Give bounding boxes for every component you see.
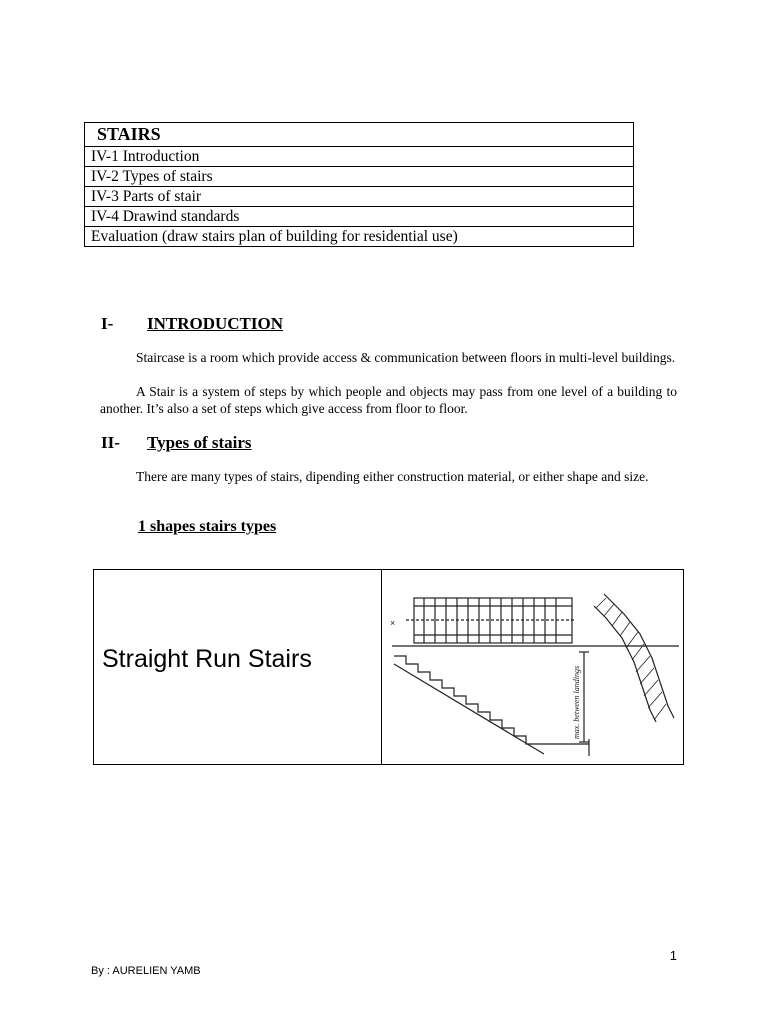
contents-table <box>84 122 634 247</box>
figure-label: Straight Run Stairs <box>102 645 312 673</box>
section-title: Types of stairs <box>147 433 252 452</box>
table-divider <box>381 570 382 764</box>
stair-figure-table <box>93 569 684 765</box>
toc-item: IV-1 Introduction <box>85 147 634 167</box>
toc-item: IV-4 Drawind standards <box>85 207 634 227</box>
toc-heading: STAIRS <box>85 123 634 147</box>
svg-text:×: × <box>390 618 396 628</box>
toc-item: Evaluation (draw stairs plan of building for residential use) <box>85 227 634 247</box>
intro-paragraph-1: Staircase is a room which provide access & communication between floors in multi-level buildings. <box>136 350 676 365</box>
section-number: I- <box>101 314 114 333</box>
toc-item: IV-2 Types of stairs <box>85 167 634 187</box>
intro-paragraph-2: A Stair is a system of steps by which people and objects may pass from one level of a building to another. It’s also a set of steps which give access from floor to floor. <box>100 384 677 416</box>
section-title: INTRODUCTION <box>147 314 284 333</box>
dimension-note: max. between landings <box>572 665 581 739</box>
section-number: II- <box>101 433 120 452</box>
straight-stair-drawing <box>384 584 679 762</box>
types-paragraph: There are many types of stairs, dipending either construction material, or either shape and size. <box>136 469 649 484</box>
footer-author: By : AURELIEN YAMB <box>91 965 201 977</box>
subheading-shapes: 1 shapes stairs types <box>138 518 277 535</box>
page-number: 1 <box>669 948 677 963</box>
toc-item: IV-3 Parts of stair <box>85 187 634 207</box>
